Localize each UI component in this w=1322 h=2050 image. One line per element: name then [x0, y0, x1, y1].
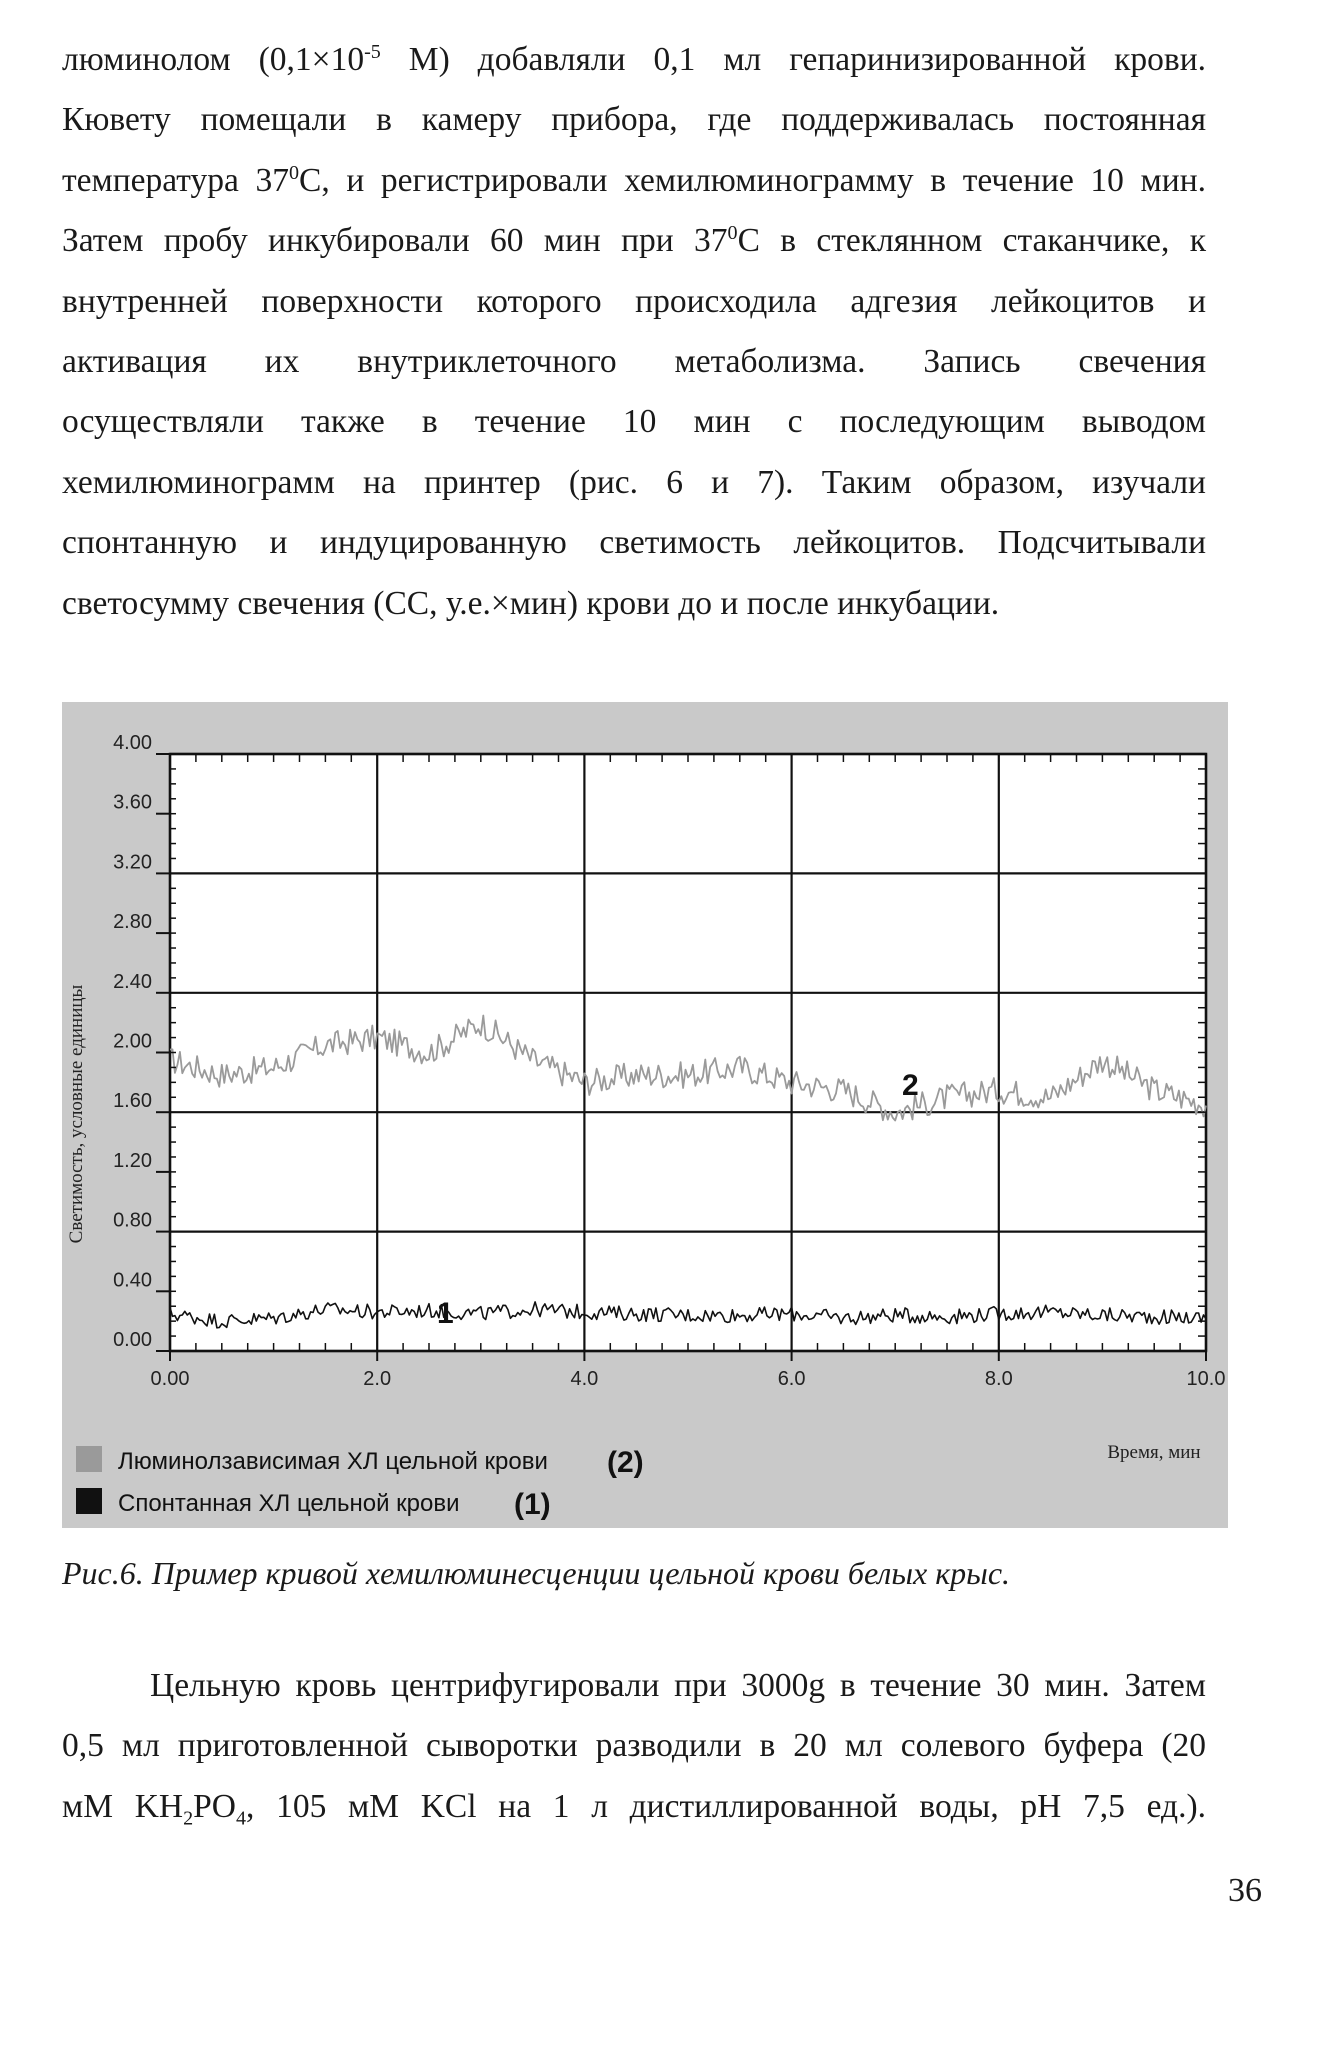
text-line: Кювету помещали в камеру прибора, где поддерживалась постоянная — [62, 101, 1206, 139]
series-2-label: 2 — [902, 1069, 919, 1102]
y-tick-label: 2.80 — [113, 911, 152, 934]
legend — [76, 1446, 644, 1521]
page-number: 36 — [1228, 1872, 1262, 1909]
series-1-label: 1 — [437, 1297, 454, 1330]
x-tick-label: 8.0 — [984, 1368, 1013, 1390]
y-tick-label: 1.60 — [113, 1090, 152, 1113]
y-tick-label: 0.40 — [113, 1269, 152, 1292]
paragraph-serum — [62, 1656, 1206, 1837]
text-line: активация их внутриклеточного метаболизма. Запись свечения — [62, 343, 1206, 381]
figure-caption: Рис.6. Пример кривой хемилюминесценции цельной крови белых крыс. — [62, 1555, 1011, 1591]
plot-area — [170, 754, 1206, 1351]
legend-tag-spontaneous: (1) — [514, 1488, 551, 1521]
text-line: люминолом ($0,1\times 10^{-5}$ М) добавляли 0,1 мл гепаринизированной крови. — [62, 40, 1206, 78]
x-tick-label: 0.00 — [150, 1368, 190, 1390]
x-axis-label: Время, мин — [1107, 1442, 1201, 1463]
y-tick-label: 2.00 — [113, 1030, 152, 1053]
text-line: спонтанную и индуцированную светимость лейкоцитов. Подсчитывали — [62, 524, 1206, 562]
text-line: Цельную кровь центрифугировали при 3000g в течение 30 мин. Затем — [150, 1667, 1206, 1704]
text-line: осуществляли также в течение 10 мин с последующим выводом — [62, 403, 1206, 441]
legend-swatch-luminol — [76, 1446, 102, 1472]
legend-tag-luminol: (2) — [607, 1446, 644, 1479]
text-line: температура $37^0С$, и регистрировали хемилюминограмму в течение 10 мин. — [62, 161, 1206, 199]
legend-label-luminol: Люминолзависимая ХЛ цельной крови — [118, 1448, 548, 1475]
x-tick-label: 6.0 — [777, 1368, 806, 1390]
text-line: хемилюминограмм на принтер (рис. 6 и 7). Таким образом, изучали — [62, 463, 1206, 501]
y-tick-label: 4.00 — [113, 732, 152, 754]
y-tick-label: 3.60 — [113, 791, 152, 814]
text-line: 0,5 мл приготовленной сыворотки разводили в 20 мл солевого буфера (20 — [62, 1727, 1206, 1765]
x-tick-label: 4.0 — [570, 1368, 599, 1390]
text-line: светосумму свечения (СС, у.е.×мин) крови до и после инкубации. — [62, 584, 1000, 622]
chart-grid — [170, 754, 1206, 1351]
chemiluminescence-chart — [62, 702, 1228, 1528]
text-line: Затем пробу инкубировали 60 мин при $37^0С$ в стеклянном стаканчике, к — [62, 222, 1206, 260]
text-line: мМ $KH_2PO_4$, 105 мМ KCl на 1 л дистиллированной воды, рН 7,5 ед.). — [62, 1787, 1206, 1830]
y-tick-label: 2.40 — [113, 970, 152, 993]
x-tick-label: 2.0 — [363, 1368, 392, 1390]
text-line: внутренней поверхности которого происходила адгезия лейкоцитов и — [62, 282, 1206, 320]
legend-swatch-spontaneous — [76, 1488, 102, 1514]
chemiluminescence-figure — [62, 702, 1228, 1528]
y-tick-label: 3.20 — [113, 851, 152, 874]
y-tick-label: 0.80 — [113, 1209, 152, 1232]
y-tick-label: 1.20 — [113, 1149, 152, 1172]
y-axis-label: Светимость, условные единицы — [66, 984, 87, 1244]
y-tick-label: 0.00 — [113, 1329, 152, 1351]
legend-label-spontaneous: Спонтанная ХЛ цельной крови — [118, 1490, 460, 1517]
paragraph-methods — [62, 30, 1206, 634]
x-tick-label: 10.0 — [1186, 1368, 1226, 1390]
